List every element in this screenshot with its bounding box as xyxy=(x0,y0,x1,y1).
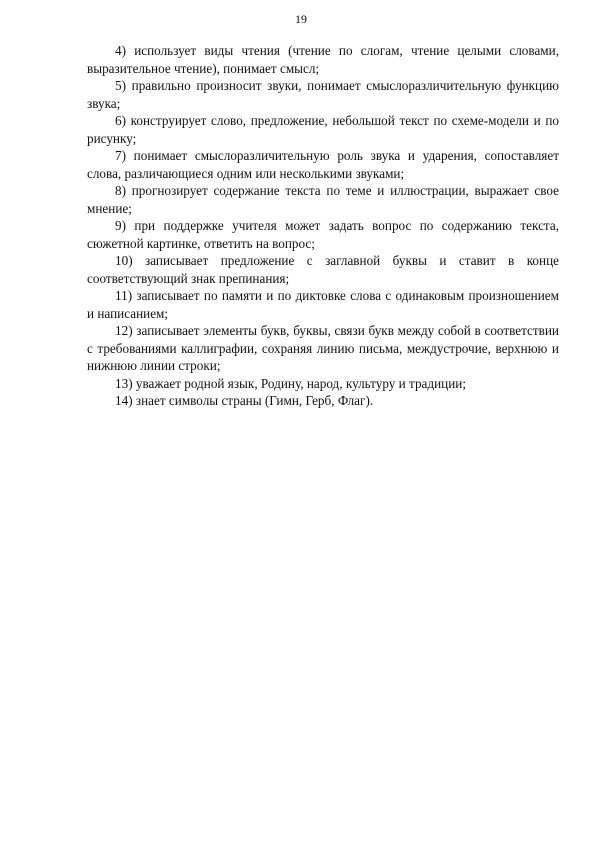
list-item: 9) при поддержке учителя может задать вопрос по содержанию текста, сюжетной картинке, ответить на вопрос; xyxy=(87,218,559,251)
list-item: 10) записывает предложение с заглавной буквы и ставит в конце соответствующий знак препинания; xyxy=(87,253,559,286)
list-item: 13) уважает родной язык, Родину, народ, культуру и традиции; xyxy=(115,375,466,391)
outcomes-list xyxy=(87,42,559,410)
list-item: 4) использует виды чтения (чтение по слогам, чтение целыми словами, выразительное чтение), понимает смысл; xyxy=(87,43,559,76)
list-item: 7) понимает смыслоразличительную роль звука и ударения, сопоставляет слова, различающиеся одним или несколькими звуками; xyxy=(87,148,559,181)
list-item: 8) прогнозирует содержание текста по теме и иллюстрации, выражает свое мнение; xyxy=(87,183,559,216)
page-number: 19 xyxy=(295,12,307,26)
list-item: 6) конструирует слово, предложение, небольшой текст по схеме-модели и по рисунку; xyxy=(87,113,559,146)
list-item: 14) знает символы страны (Гимн, Герб, Флаг). xyxy=(115,393,374,408)
list-item: 5) правильно произносит звуки, понимает смыслоразличительную функцию звука; xyxy=(87,78,559,111)
list-item: 11) записывает по памяти и по диктовке слова с одинаковым произношением и написанием; xyxy=(87,288,559,321)
list-item: 12) записывает элементы букв, буквы, связи букв между собой в соответствии с требованиями каллиграфии, сохраняя линию письма, междустрочие, верхнюю и нижнюю линии строки; xyxy=(87,323,559,373)
